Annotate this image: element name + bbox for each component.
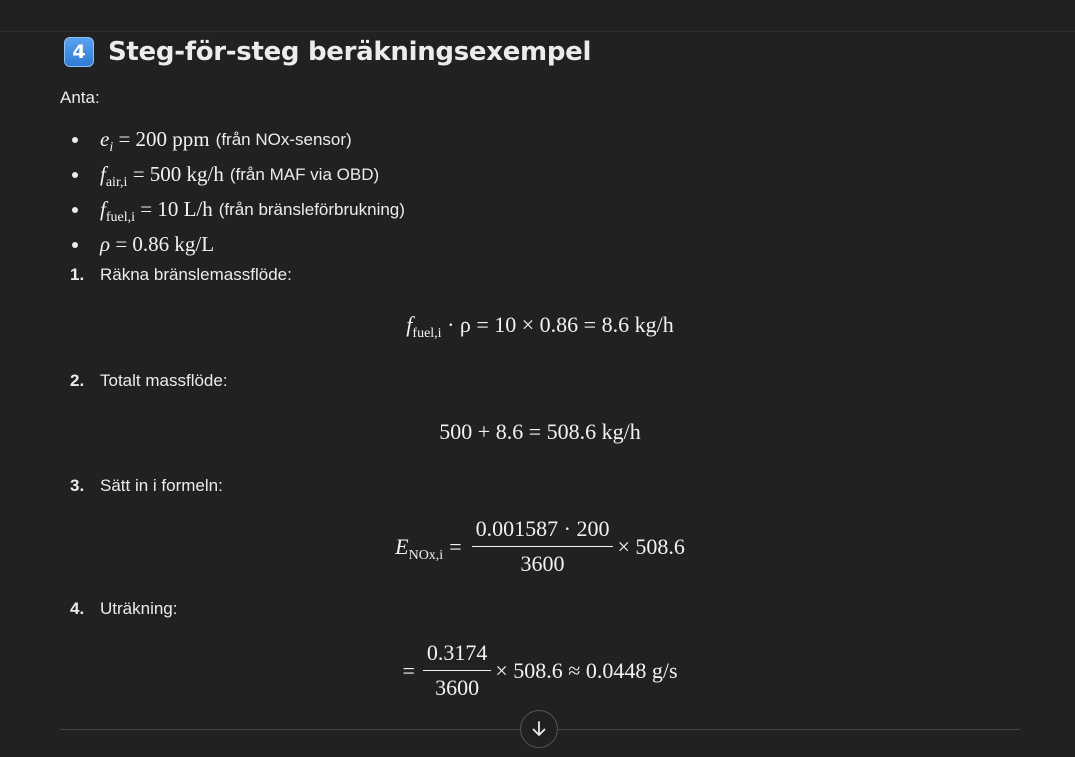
math-eq: = bbox=[449, 533, 462, 559]
section-heading bbox=[60, 34, 1020, 70]
bullet-icon bbox=[72, 242, 78, 248]
fraction bbox=[472, 516, 614, 577]
math-var: f bbox=[100, 197, 106, 221]
step-4-formula bbox=[60, 640, 1020, 701]
math-expression: 500 + 8.6 = 508.6 kg/h bbox=[439, 419, 641, 444]
step-1-formula bbox=[60, 312, 1020, 341]
math-var: ρ bbox=[100, 232, 111, 256]
math-sub: fuel,i bbox=[412, 326, 442, 341]
math-expression bbox=[100, 197, 213, 225]
step-label: Sätt in i formeln: bbox=[100, 476, 223, 495]
bullet-icon bbox=[72, 172, 78, 178]
fraction bbox=[423, 640, 492, 701]
list-item bbox=[60, 192, 1020, 227]
step-label: Uträkning: bbox=[100, 599, 178, 618]
step-2-formula bbox=[60, 419, 1020, 445]
math-sub: air,i bbox=[105, 175, 128, 190]
keycap-glyph: 4 bbox=[72, 41, 86, 63]
scroll-to-bottom-button[interactable] bbox=[520, 710, 558, 748]
math-var: E bbox=[395, 533, 409, 559]
step-3-formula bbox=[60, 516, 1020, 577]
source-note: (från NOx-sensor) bbox=[215, 129, 352, 149]
math-var: e bbox=[100, 127, 110, 151]
source-note: (från MAF via OBD) bbox=[229, 164, 380, 184]
intro-text: Anta: bbox=[60, 88, 100, 107]
step-4 bbox=[60, 599, 177, 619]
list-item bbox=[60, 122, 1020, 157]
math-value: = 10 L/h bbox=[140, 197, 213, 221]
math-sub: i bbox=[109, 140, 114, 155]
math-var: f bbox=[100, 162, 106, 186]
math-var: f bbox=[406, 312, 413, 337]
bullet-icon bbox=[72, 207, 78, 213]
step-3 bbox=[60, 476, 223, 496]
arrow-down-icon bbox=[530, 720, 548, 738]
step-1 bbox=[60, 265, 292, 285]
math-expression bbox=[402, 640, 677, 701]
math-value: = 0.86 kg/L bbox=[115, 232, 215, 256]
math-expression bbox=[395, 516, 685, 577]
fraction-numerator: 0.001587 · 200 bbox=[475, 516, 610, 541]
math-expression bbox=[100, 127, 210, 155]
fraction-denominator: 3600 bbox=[520, 551, 565, 576]
bullet-icon bbox=[72, 137, 78, 143]
math-sub: fuel,i bbox=[105, 210, 135, 225]
math-rest: × 508.6 bbox=[617, 533, 685, 559]
math-value: = 500 kg/h bbox=[132, 162, 224, 186]
math-rest: · ρ = 10 × 0.86 = 8.6 kg/h bbox=[447, 312, 674, 337]
keycap-four-icon bbox=[64, 37, 94, 67]
fraction-denominator: 3600 bbox=[435, 675, 480, 700]
assumption-list bbox=[60, 122, 1020, 262]
heading-title: Steg-för-steg beräkningsexempel bbox=[108, 37, 592, 67]
step-2 bbox=[60, 371, 228, 391]
step-label: Räkna bränslemassflöde: bbox=[100, 265, 292, 284]
step-number: 1. bbox=[70, 265, 85, 284]
math-eq: = bbox=[402, 657, 415, 683]
list-item bbox=[60, 157, 1020, 192]
math-expression bbox=[100, 162, 224, 190]
step-label: Totalt massflöde: bbox=[100, 371, 228, 390]
step-number: 2. bbox=[70, 371, 85, 390]
step-number: 3. bbox=[70, 476, 85, 495]
math-sub: NOx,i bbox=[408, 547, 444, 563]
list-item bbox=[60, 227, 1020, 262]
source-note: (från bränsleförbrukning) bbox=[218, 199, 405, 219]
step-number: 4. bbox=[70, 599, 85, 618]
fraction-numerator: 0.3174 bbox=[426, 640, 488, 665]
math-expression bbox=[100, 232, 214, 257]
math-expression bbox=[406, 312, 674, 341]
math-value: = 200 ppm bbox=[118, 127, 210, 151]
math-rest: × 508.6 ≈ 0.0448 g/s bbox=[495, 657, 678, 683]
